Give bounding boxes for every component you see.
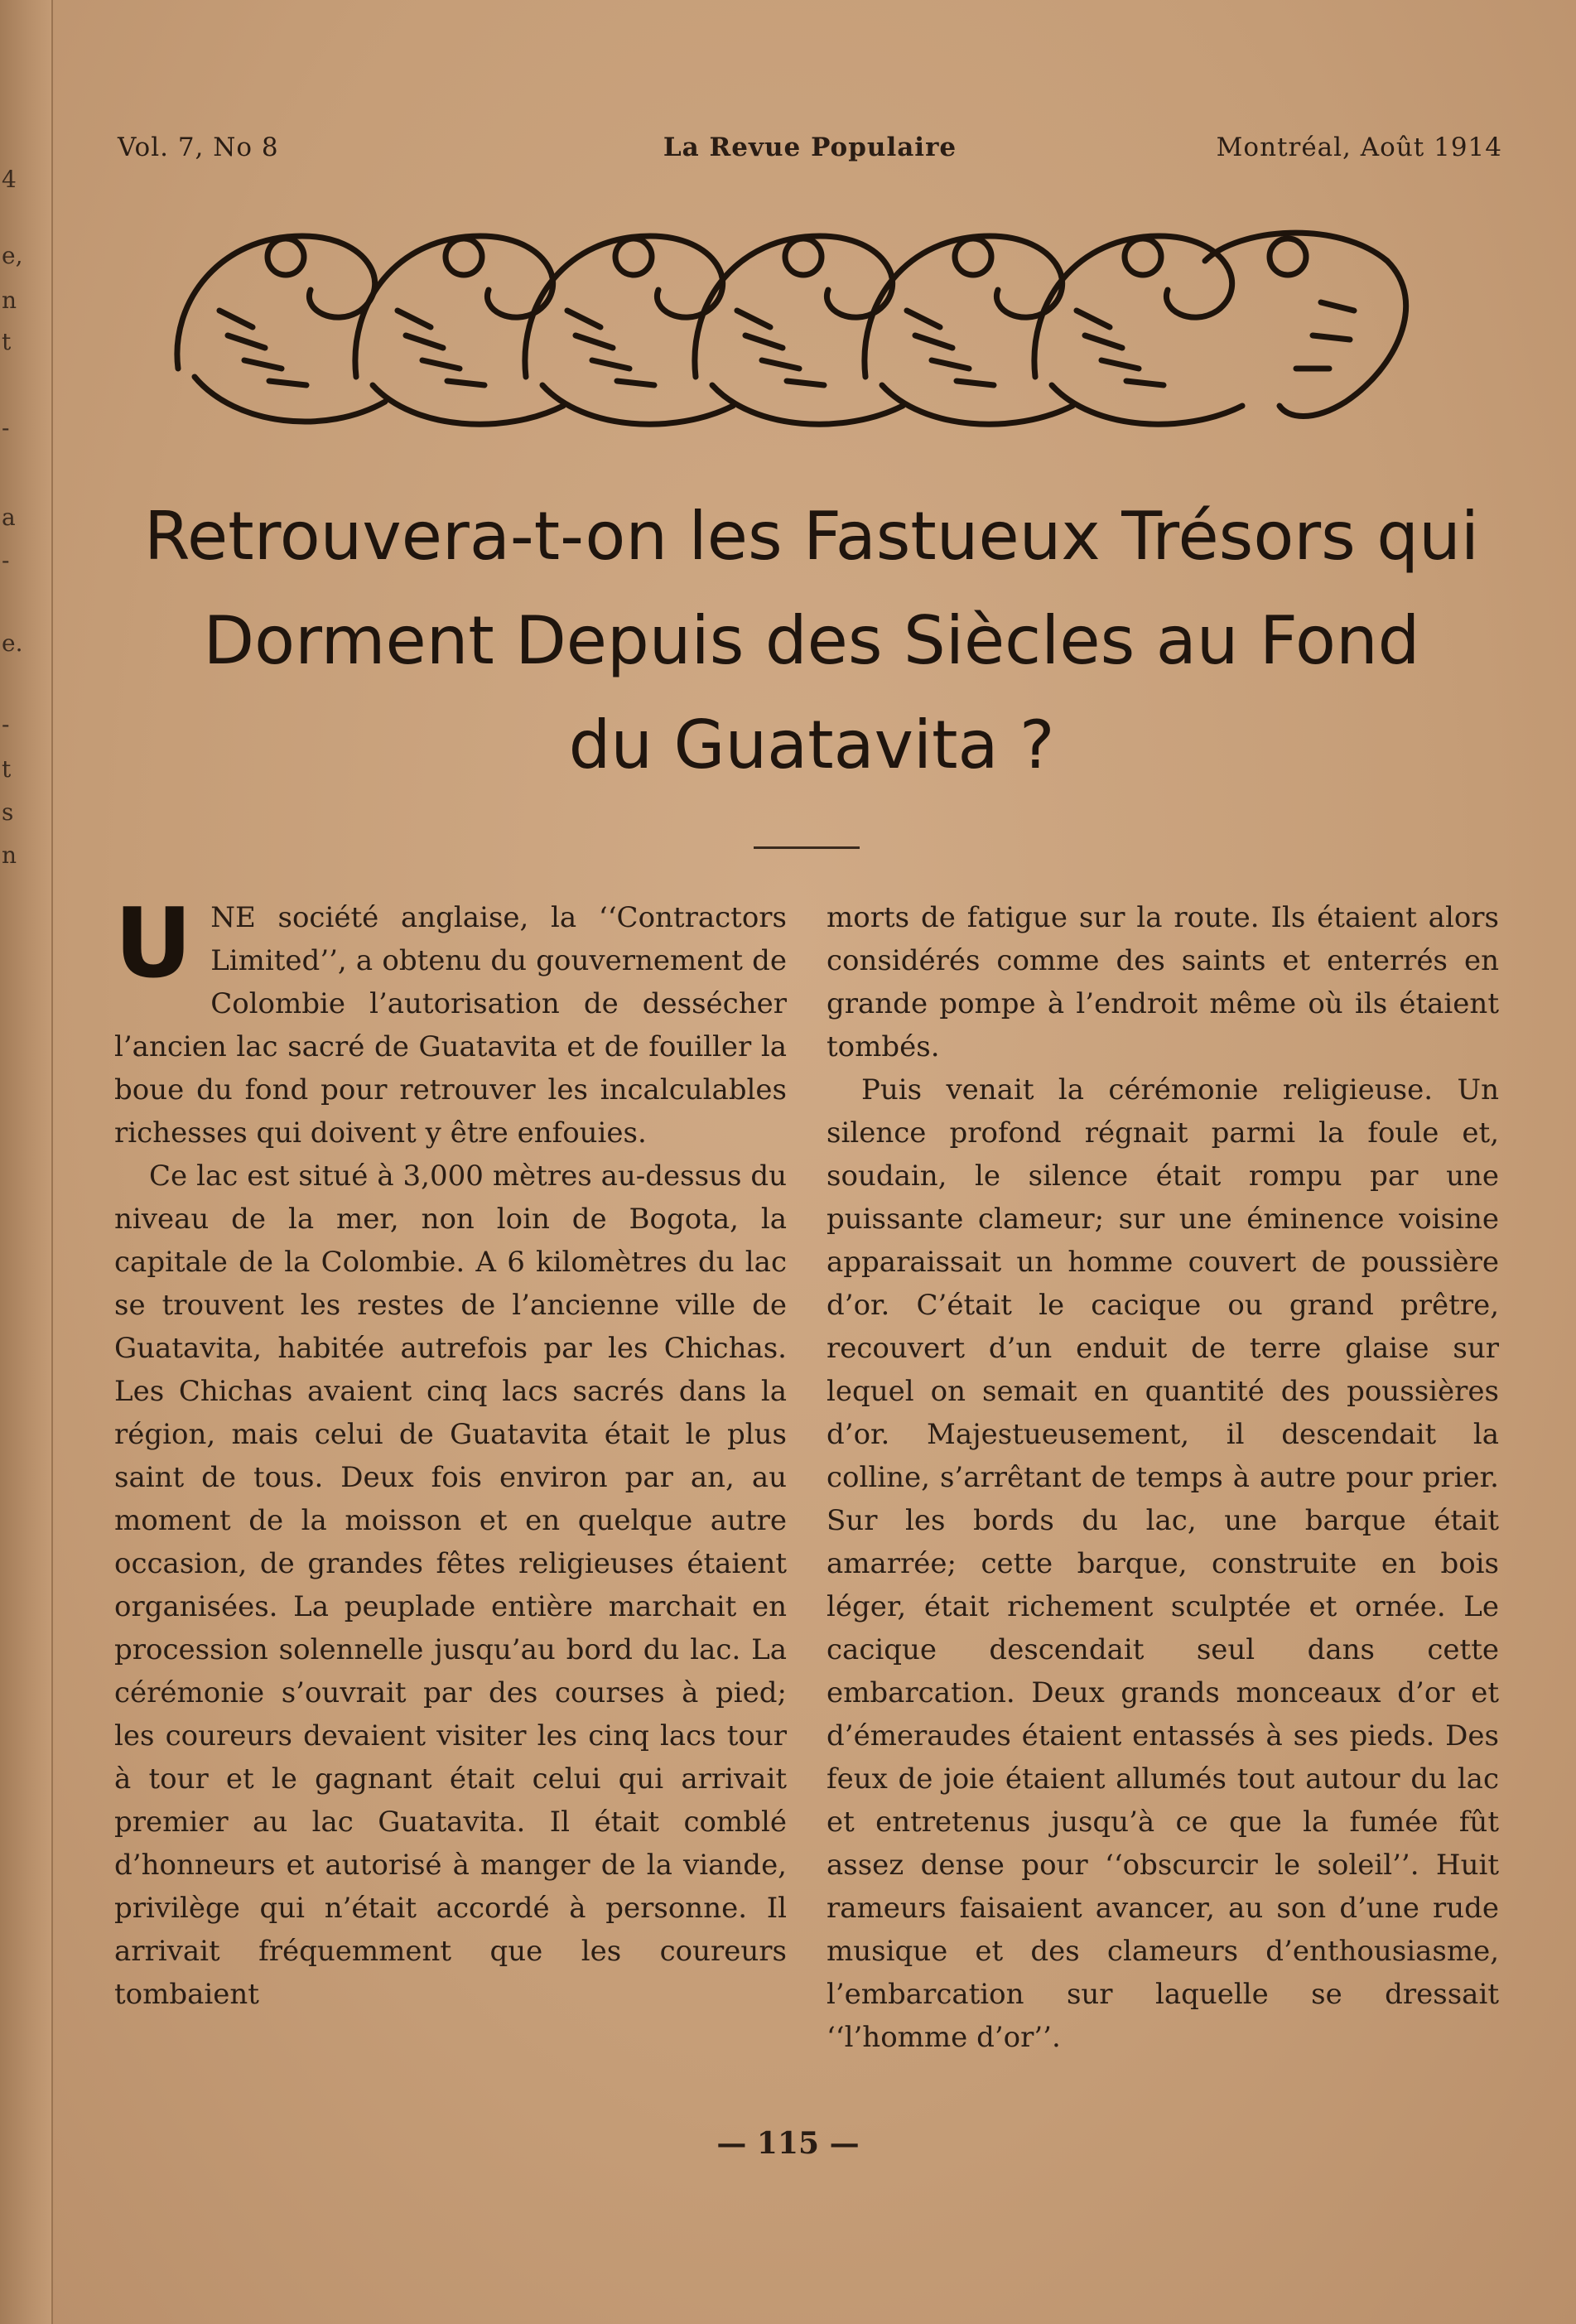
spine-fragment: - bbox=[2, 414, 10, 441]
paragraph bbox=[114, 888, 787, 1155]
spine-fragment: e. bbox=[2, 629, 23, 657]
spine-fragment: - bbox=[2, 711, 10, 738]
paragraph: Puis venait la cérémonie religieuse. Un silence profond régnait parmi la foule et, soudain, le silence était rompu par une puissante clameur; sur une éminence voisine apparaissait un homme couvert de poussière d’or. C’était le cacique ou grand prêtre, recouvert d’un enduit de terre glaise sur lequel on semait en quantité des poussières d’or. Majestueusement, il descendait la colline, s’arrêtant de temps à autre pour prier. Sur les bords du lac, une barque était amarrée; cette barque, construite en bois léger, était richement sculptée et ornée. Le cacique descendait seul dans cette embarcation. Deux grands monceaux d’or et d’émeraudes étaient entassés à ses pieds. Des feux de joie étaient allumés tout autour du lac et entretenus jusqu’à ce que la fumée fût assez dense pour ‘‘obscurcir le soleil’’. Huit rameurs faisaient avancer, au son d’une rude musique et des clameurs d’enthousiasme, l’embarcation sur laquelle se dressait ‘‘l’homme d’or’’. bbox=[827, 1073, 1499, 2054]
spine-fragment: n bbox=[2, 287, 17, 314]
paragraph: morts de fatigue sur la route. Ils étaient alors considérés comme des saints et enterrés en grande pompe à l’endroit même où ils étaient tombés. bbox=[827, 901, 1499, 1063]
spine-fragment: e, bbox=[2, 242, 23, 269]
ornament-scroll-3 bbox=[525, 236, 733, 424]
article-title bbox=[108, 485, 1516, 798]
spine-fragment: a bbox=[2, 504, 16, 531]
spine-fragment: - bbox=[2, 547, 10, 574]
title-line: Dorment Depuis des Siècles au Fond bbox=[203, 602, 1420, 679]
place-date: Montréal, Août 1914 bbox=[1216, 133, 1502, 162]
article-column-left bbox=[114, 888, 787, 2016]
spine-fragment: n bbox=[2, 841, 17, 869]
drop-cap: U bbox=[114, 888, 193, 1000]
page-number: — 115 — bbox=[716, 2126, 860, 2161]
article-column-right bbox=[827, 896, 1499, 2059]
volume-number: Vol. 7, No 8 bbox=[118, 133, 279, 162]
title-divider bbox=[754, 846, 860, 849]
publication-name: La Revue Populaire bbox=[663, 133, 957, 162]
ornament-scroll-5 bbox=[865, 236, 1072, 424]
ornament-scroll-4 bbox=[695, 236, 903, 424]
paragraph: Ce lac est situé à 3,000 mètres au-dessus du niveau de la mer, non loin de Bogota, la capitale de la Colombie. A 6 kilomètres du lac se trouvent les restes de l’ancienne ville de Guatavita, habitée autrefois par les Chichas. Les Chichas avaient cinq lacs sacrés dans la région, mais celui de Guatavita était le plus saint de tous. Deux fois environ par an, au moment de la moisson et en quelque autre occasion, de grandes fêtes religieuses étaient organisées. La peuplade entière marchait en procession solennelle jusqu’au bord du lac. La cérémonie s’ouvrait par des courses à pied; les coureurs devaient visiter les cinq lacs tour à tour et le gagnant était celui qui arrivait premier au lac Guatavita. Il était comblé d’honneurs et autorisé à manger de la viande, privilège qui n’était accordé à personne. Il arrivait fréquemment que les coureurs tombaient bbox=[114, 1160, 787, 2011]
ornament-scroll-7 bbox=[1205, 233, 1406, 416]
spine-fragment: t bbox=[2, 328, 12, 355]
floral-scroll-ornament-icon bbox=[170, 211, 1416, 447]
spine-fragment: s bbox=[2, 798, 14, 826]
title-line: du Guatavita ? bbox=[568, 706, 1055, 784]
ornament-scroll-6 bbox=[1034, 236, 1242, 424]
ornament-scroll-2 bbox=[355, 236, 563, 424]
book-spine-margin bbox=[0, 0, 53, 2324]
ornament-scroll-1 bbox=[177, 236, 385, 422]
spine-fragment: t bbox=[2, 755, 12, 783]
paragraph-text: NE société anglaise, la ‘‘Contractors Limited’’, a obtenu du gouvernement de Colombie l’autorisation de dessécher l’ancien lac sacré de Guatavita et de fouiller la boue du fond pour retrouver les incalculables richesses qui doivent y être enfouies. bbox=[114, 901, 787, 1150]
spine-fragment: 4 bbox=[2, 166, 17, 193]
title-line: Retrouvera-t-on les Fastueux Trésors qui bbox=[144, 498, 1479, 575]
running-header bbox=[118, 133, 1502, 174]
